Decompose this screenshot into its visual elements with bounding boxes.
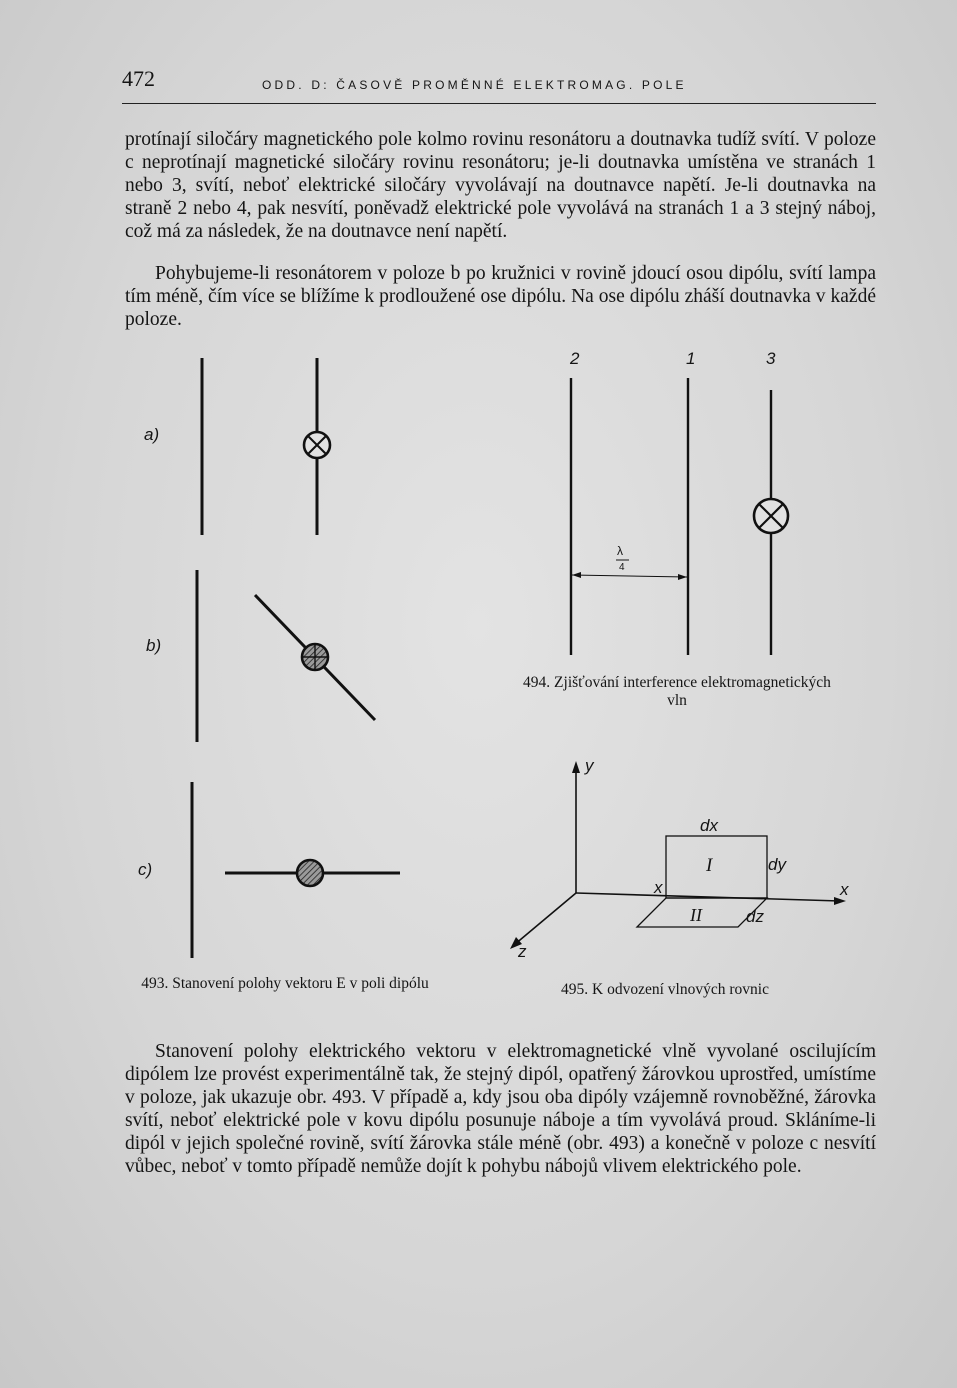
figure-494-caption: 494. Zjišťování interference elektromagnetických vln	[523, 674, 831, 709]
wire-label-2: 2	[570, 349, 580, 368]
axis-label-x: x	[840, 880, 849, 899]
running-head: ODD. D: ČASOVĚ PROMĚNNÉ ELEKTROMAG. POLE	[262, 78, 687, 92]
figure-495-caption: 495. K odvození vlnových rovnic	[561, 981, 769, 998]
paragraph-3: Stanovení polohy elektrického vektoru v elektromagnetické vlně vyvolané oscilujícím dipólem lze provést experimentálně tak, že stejný dipól, opatřený žárovkou uprostřed, umístíme v poloze, jak ukazuje obr. 493. V případě a, kdy jsou oba dipóly vzájemně rovnoběžné, žárovka svítí, neboť elektrické pole v kovu dipólu posunuje náboje a tím vyvolává proud. Skláníme-li dipól v jejich společné rovině, svítí žárovka stále méně (obr. 493) a konečně v poloze c nesvítí vůbec, neboť v tomto případě nemůže dojít k pohybu nábojů vlivem elektrického pole.	[125, 1041, 876, 1177]
bulb-icon	[304, 432, 330, 458]
wire-label-1: 1	[686, 349, 696, 368]
lambda-symbol: λ	[617, 544, 623, 558]
figure-495-drawing	[500, 755, 860, 965]
bulb-off-icon	[297, 860, 323, 886]
bulb-icon	[754, 499, 788, 533]
label-dy: dy	[768, 855, 786, 874]
wire-label-3: 3	[766, 349, 776, 368]
header-rule	[122, 103, 876, 104]
region-2-label: II	[690, 905, 702, 925]
axis-label-z: z	[518, 942, 527, 961]
region-1-rect	[666, 836, 767, 898]
paragraph-2: Pohybujeme-li resonátorem v poloze b po kružnici v rovině jdoucí osou dipólu, svítí lampa tím méně, čím více se blížíme k prodloužené ose dipólu. Na ose dipólu zháší doutnavka v každé poloze.	[125, 263, 876, 330]
z-axis	[514, 893, 576, 945]
lambda-denominator: 4	[619, 562, 625, 573]
figure-493-label-c: c)	[138, 860, 153, 879]
label-x-point: x	[654, 878, 663, 897]
x-axis	[576, 893, 840, 901]
figure-493-drawing	[180, 350, 420, 970]
figure-493-label-b: b)	[146, 636, 162, 655]
label-dz: dz	[746, 907, 764, 926]
figure-493-label-a: a)	[144, 425, 160, 444]
figure-494-drawing	[550, 370, 810, 670]
paragraph-1: protínají siločáry magnetického pole kolmo rovinu resonátoru a doutnavka tudíž svítí. V poloze c neprotínají magnetické siločáry rovinu resonátoru; je-li doutnavka umístěna ve stranách 1 nebo 3, svítí, neboť elektrické siločáry vyvolávají na doutnavce napětí. Je-li doutnavka na straně 2 nebo 4, pak nesvítí, poněvadž elektrické pole vyvolává na stranách 1 a 3 stejný náboj, což má za následek, že na doutnavce není napětí.	[125, 129, 876, 242]
label-dx: dx	[700, 816, 718, 835]
bulb-dimmed-icon	[302, 644, 328, 670]
region-1-label: I	[706, 855, 713, 876]
figure-493-caption: 493. Stanovení polohy vektoru E v poli dipólu	[141, 975, 429, 992]
axis-label-y: y	[585, 756, 594, 775]
distance-arrow	[572, 572, 687, 580]
page-number: 472	[122, 66, 155, 91]
